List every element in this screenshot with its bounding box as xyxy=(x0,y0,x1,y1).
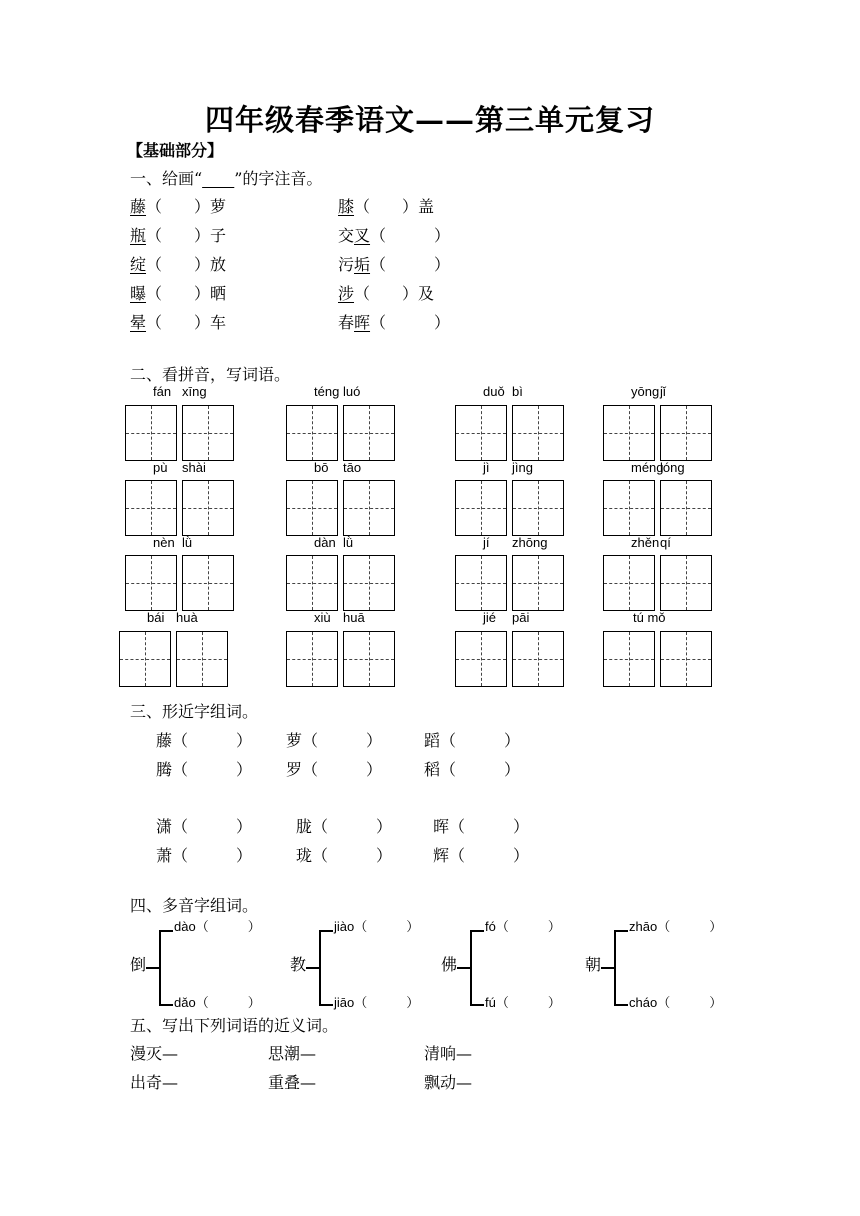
polyphone-char: 朝 xyxy=(585,955,602,974)
similar-char: 腾 xyxy=(156,760,173,779)
similar-char: 潇 xyxy=(156,817,173,836)
pinyin-label: pù xyxy=(153,460,168,475)
reading-top xyxy=(485,916,561,935)
similar-char-item xyxy=(433,843,529,866)
tianzige-box[interactable] xyxy=(455,405,507,461)
section-subtitle: 【基础部分】 xyxy=(127,141,224,160)
s1-heading-pre: 一、给画“ xyxy=(130,169,203,188)
bracket xyxy=(319,930,333,1006)
tianzige-box[interactable] xyxy=(343,555,395,611)
pinyin-item xyxy=(130,194,226,217)
pinyin-label: xīng xyxy=(182,384,207,399)
answer-blank[interactable]: （ ） xyxy=(657,920,723,935)
pinyin-label: zhěn xyxy=(631,535,660,550)
pinyin-item xyxy=(338,194,434,217)
item-suffix: 子 xyxy=(210,226,227,245)
answer-blank[interactable]: （ ） xyxy=(312,846,393,865)
similar-char-item xyxy=(286,757,382,780)
synonym-item: 漫灭— xyxy=(130,1044,179,1063)
answer-blank[interactable]: （ ） xyxy=(172,846,253,865)
pinyin-item xyxy=(130,310,226,333)
underlined-char: 曝 xyxy=(130,284,147,303)
answer-blank[interactable]: （ ） xyxy=(172,760,253,779)
reading-bottom xyxy=(629,992,722,1011)
answer-blank[interactable]: （ ） xyxy=(440,760,521,779)
pinyin-item xyxy=(130,223,226,246)
similar-char-item xyxy=(424,728,520,751)
answer-blank[interactable]: （ ） xyxy=(146,313,211,332)
s4-heading: 四、多音字组词。 xyxy=(130,896,259,915)
underlined-char: 晖 xyxy=(354,313,371,332)
bracket xyxy=(614,930,628,1006)
pinyin-label: bái xyxy=(147,610,165,625)
bracket xyxy=(470,930,484,1006)
answer-blank[interactable]: （ ） xyxy=(354,284,419,303)
pinyin-label: zhōng xyxy=(512,535,548,550)
pinyin-label: jí xyxy=(483,535,490,550)
similar-char: 辉 xyxy=(433,846,450,865)
pinyin-label: luó xyxy=(343,384,361,399)
tianzige-box[interactable] xyxy=(343,405,395,461)
s2-heading: 二、看拼音，写词语。 xyxy=(130,365,291,384)
tianzige-box[interactable] xyxy=(286,405,338,461)
similar-char-item xyxy=(286,728,382,751)
tianzige-box[interactable] xyxy=(182,555,234,611)
answer-blank[interactable]: （ ） xyxy=(195,996,261,1011)
similar-char-item xyxy=(156,757,252,780)
pinyin-item xyxy=(338,310,450,333)
pinyin-item xyxy=(338,252,450,275)
bracket xyxy=(159,930,173,1006)
item-suffix: 车 xyxy=(210,313,227,332)
pinyin-label: cháo xyxy=(629,995,658,1010)
pinyin-label: jiāo xyxy=(334,995,355,1010)
tianzige-box[interactable] xyxy=(455,555,507,611)
tianzige-box[interactable] xyxy=(125,555,177,611)
pinyin-label: tú mǒ xyxy=(633,610,666,625)
similar-char: 晖 xyxy=(433,817,450,836)
item-suffix: 盖 xyxy=(418,197,435,216)
underlined-char: 涉 xyxy=(338,284,355,303)
pinyin-item xyxy=(338,281,434,304)
tianzige-box[interactable] xyxy=(660,405,712,461)
similar-char-item xyxy=(296,843,392,866)
underlined-char: 藤 xyxy=(130,197,147,216)
underlined-char: 晕 xyxy=(130,313,147,332)
answer-blank[interactable]: （ ） xyxy=(146,226,211,245)
pinyin-label: pāi xyxy=(512,610,530,625)
polyphone-char: 教 xyxy=(290,955,307,974)
polyphone-char: 倒 xyxy=(130,955,147,974)
underlined-char: 瓶 xyxy=(130,226,147,245)
pinyin-label: huā xyxy=(343,610,365,625)
tianzige-box[interactable] xyxy=(119,631,171,687)
pinyin-label: lǜ xyxy=(343,535,354,550)
item-prefix: 污 xyxy=(338,255,355,274)
answer-blank[interactable]: （ ） xyxy=(146,255,211,274)
pinyin-item xyxy=(130,281,226,304)
item-suffix: 及 xyxy=(418,284,435,303)
item-suffix: 晒 xyxy=(210,284,227,303)
tianzige-box[interactable] xyxy=(603,405,655,461)
answer-blank[interactable]: （ ） xyxy=(195,920,261,935)
bracket-stem xyxy=(146,967,159,969)
pinyin-label: bì xyxy=(512,384,523,399)
tianzige-box[interactable] xyxy=(660,555,712,611)
tianzige-box[interactable] xyxy=(660,480,712,536)
s5-heading: 五、写出下列词语的近义词。 xyxy=(130,1016,339,1035)
pinyin-label: yōng xyxy=(631,384,660,399)
tianzige-box[interactable] xyxy=(603,480,655,536)
answer-blank[interactable]: （ ） xyxy=(370,255,451,274)
synonym-item: 清响— xyxy=(424,1044,473,1063)
similar-char: 胧 xyxy=(296,817,313,836)
similar-char: 稻 xyxy=(424,760,441,779)
page-title: 四年级春季语文——第三单元复习 xyxy=(204,103,655,137)
answer-blank[interactable]: （ ） xyxy=(370,226,451,245)
bracket-stem xyxy=(601,967,614,969)
tianzige-box[interactable] xyxy=(182,480,234,536)
answer-blank[interactable]: （ ） xyxy=(302,731,383,750)
bracket-stem xyxy=(306,967,319,969)
pinyin-item xyxy=(338,223,450,246)
tianzige-box[interactable] xyxy=(512,555,564,611)
tianzige-box[interactable] xyxy=(603,631,655,687)
tianzige-box[interactable] xyxy=(512,631,564,687)
pinyin-label: jì xyxy=(483,460,490,475)
pinyin-label: tāo xyxy=(343,460,362,475)
item-prefix: 交 xyxy=(338,226,355,245)
tianzige-box[interactable] xyxy=(455,480,507,536)
underlined-char: 膝 xyxy=(338,197,355,216)
tianzige-box[interactable] xyxy=(286,631,338,687)
synonym-item: 重叠— xyxy=(268,1073,317,1092)
similar-char-item xyxy=(156,814,252,837)
tianzige-box[interactable] xyxy=(512,480,564,536)
pinyin-label: huà xyxy=(176,610,198,625)
s1-heading-post: ”的字注音。 xyxy=(234,169,323,188)
underlined-char: 垢 xyxy=(354,255,371,274)
tianzige-box[interactable] xyxy=(343,480,395,536)
answer-blank[interactable]: （ ） xyxy=(495,996,561,1011)
tianzige-box[interactable] xyxy=(286,555,338,611)
similar-char: 萝 xyxy=(286,731,303,750)
pinyin-label: fó xyxy=(485,919,496,934)
similar-char: 蹈 xyxy=(424,731,441,750)
tianzige-box[interactable] xyxy=(286,480,338,536)
bracket-stem xyxy=(457,967,470,969)
s1-heading-blank: ____ xyxy=(202,169,235,188)
answer-blank[interactable]: （ ） xyxy=(146,197,211,216)
answer-blank[interactable]: （ ） xyxy=(440,731,521,750)
reading-bottom xyxy=(174,992,261,1011)
pinyin-label: jié xyxy=(483,610,497,625)
tianzige-box[interactable] xyxy=(176,631,228,687)
answer-blank[interactable]: （ ） xyxy=(354,197,419,216)
answer-blank[interactable]: （ ） xyxy=(370,313,451,332)
pinyin-label: fú xyxy=(485,995,496,1010)
tianzige-box[interactable] xyxy=(125,480,177,536)
item-prefix: 春 xyxy=(338,313,355,332)
answer-blank[interactable]: （ ） xyxy=(302,760,383,779)
pinyin-label: xiù xyxy=(314,610,331,625)
pinyin-label: téng xyxy=(314,384,340,399)
reading-top xyxy=(629,916,722,935)
similar-char-item xyxy=(296,814,392,837)
synonym-item: 飘动— xyxy=(424,1073,473,1092)
similar-char: 萧 xyxy=(156,846,173,865)
similar-char-item xyxy=(424,757,520,780)
similar-char: 藤 xyxy=(156,731,173,750)
answer-blank[interactable]: （ ） xyxy=(172,817,253,836)
answer-blank[interactable]: （ ） xyxy=(495,920,561,935)
pinyin-label: dào xyxy=(174,919,196,934)
pinyin-label: jiào xyxy=(334,919,355,934)
pinyin-label: qí xyxy=(660,535,671,550)
similar-char: 珑 xyxy=(296,846,313,865)
synonym-item: 思潮— xyxy=(268,1044,317,1063)
answer-blank[interactable]: （ ） xyxy=(657,996,723,1011)
tianzige-box[interactable] xyxy=(603,555,655,611)
synonym-item: 出奇— xyxy=(130,1073,179,1092)
s3-heading: 三、形近字组词。 xyxy=(130,702,259,721)
pinyin-label: méng xyxy=(631,460,664,475)
pinyin-label: shài xyxy=(182,460,206,475)
pinyin-label: fán xyxy=(153,384,172,399)
reading-bottom xyxy=(485,992,561,1011)
tianzige-box[interactable] xyxy=(512,405,564,461)
answer-blank[interactable]: （ ） xyxy=(449,817,530,836)
s1-heading xyxy=(130,166,322,189)
pinyin-label: lóng xyxy=(660,460,685,475)
tianzige-box[interactable] xyxy=(125,405,177,461)
item-suffix: 萝 xyxy=(210,197,227,216)
pinyin-label: bō xyxy=(314,460,329,475)
pinyin-label: nèn xyxy=(153,535,175,550)
answer-blank[interactable]: （ ） xyxy=(312,817,393,836)
similar-char-item xyxy=(156,728,252,751)
answer-blank[interactable]: （ ） xyxy=(449,846,530,865)
pinyin-item xyxy=(130,252,226,275)
tianzige-box[interactable] xyxy=(182,405,234,461)
underlined-char: 绽 xyxy=(130,255,147,274)
reading-top xyxy=(334,916,419,935)
similar-char-item xyxy=(433,814,529,837)
item-suffix: 放 xyxy=(210,255,227,274)
similar-char: 罗 xyxy=(286,760,303,779)
answer-blank[interactable]: （ ） xyxy=(354,920,420,935)
pinyin-label: jìng xyxy=(512,460,533,475)
answer-blank[interactable]: （ ） xyxy=(172,731,253,750)
answer-blank[interactable]: （ ） xyxy=(354,996,420,1011)
pinyin-label: zhāo xyxy=(629,919,658,934)
pinyin-label: lǜ xyxy=(182,535,193,550)
pinyin-label: dàn xyxy=(314,535,336,550)
reading-bottom xyxy=(334,992,419,1011)
similar-char-item xyxy=(156,843,252,866)
reading-top xyxy=(174,916,261,935)
underlined-char: 叉 xyxy=(354,226,371,245)
tianzige-box[interactable] xyxy=(343,631,395,687)
pinyin-label: jǐ xyxy=(660,384,666,399)
answer-blank[interactable]: （ ） xyxy=(146,284,211,303)
pinyin-label: dǎo xyxy=(174,995,196,1010)
pinyin-label: duǒ xyxy=(483,384,505,399)
polyphone-char: 佛 xyxy=(441,955,458,974)
tianzige-box[interactable] xyxy=(455,631,507,687)
tianzige-box[interactable] xyxy=(660,631,712,687)
